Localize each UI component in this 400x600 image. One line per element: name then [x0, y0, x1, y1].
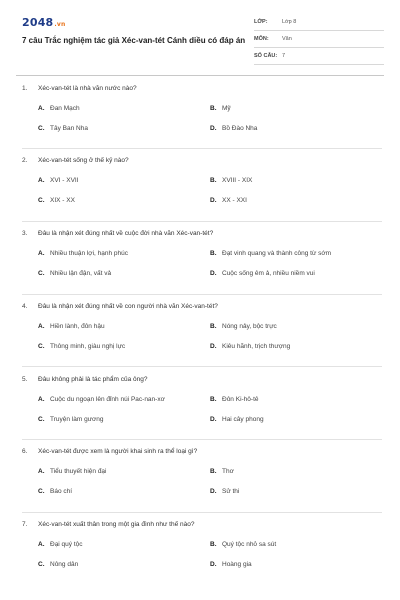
option-letter: D. [210, 488, 217, 496]
option-d[interactable] [210, 268, 382, 280]
option-text: Quý tộc nhỏ sa sút [222, 541, 277, 549]
option-text: Nhiều lận đận, vất vả [50, 270, 112, 278]
option-letter: A. [38, 250, 45, 258]
option-text: Hiền lành, đôn hậu [50, 322, 105, 330]
option-text: XVIII - XIX [222, 177, 253, 185]
question-prompt: Xéc-van-tét được xem là người khai sinh ra thể loại gì? [38, 448, 198, 456]
question-prompt: Đâu là nhận xét đúng nhất về cuộc đời nhà văn Xéc-van-tét? [38, 230, 214, 238]
question-text [22, 82, 382, 94]
option-text: Đôn Ki-hô-tê [222, 395, 259, 403]
question-text [22, 228, 382, 240]
question-item [22, 373, 382, 446]
option-b[interactable] [210, 320, 382, 332]
option-text: Thông minh, giàu nghị lực [50, 342, 126, 350]
document-title: 7 câu Trắc nghiệm tác giả Xéc-van-tét Cánh diều có đáp án [22, 36, 246, 45]
option-d[interactable] [210, 559, 382, 571]
option-d[interactable] [210, 486, 382, 498]
option-letter: D. [210, 197, 217, 205]
option-text: Đan Mạch [50, 104, 80, 112]
question-separator [22, 512, 382, 513]
option-text: Cuộc du ngoạn lên đỉnh núi Pac-nan-xơ [50, 395, 165, 403]
meta-label: MÔN: [254, 36, 269, 42]
question-item [22, 446, 382, 519]
site-logo[interactable] [22, 16, 65, 29]
option-text: Truyện làm gương [50, 415, 104, 423]
logo-main: 2048 [22, 16, 54, 29]
option-letter: D. [210, 124, 217, 132]
meta-row-question-count [254, 48, 384, 65]
question-number: 1. [22, 84, 28, 92]
option-b[interactable] [210, 175, 382, 187]
question-separator [22, 148, 382, 149]
option-letter: C. [38, 270, 45, 278]
option-b[interactable] [210, 102, 382, 114]
worksheet-page [8, 8, 392, 596]
question-number: 7. [22, 521, 28, 529]
option-letter: B. [210, 177, 217, 185]
option-a[interactable] [38, 248, 210, 260]
meta-value: 7 [282, 53, 286, 59]
meta-label: SỐ CÂU: [254, 53, 278, 59]
option-c[interactable] [38, 195, 210, 207]
question-number: 6. [22, 448, 28, 456]
answer-options [38, 102, 382, 134]
option-letter: B. [210, 468, 217, 476]
option-text: Hoàng gia [222, 561, 252, 569]
answer-options [38, 248, 382, 280]
option-letter: D. [210, 561, 217, 569]
question-separator [22, 366, 382, 367]
option-letter: A. [38, 177, 45, 185]
option-a[interactable] [38, 102, 210, 114]
question-prompt: Đâu không phải là tác phẩm của ông? [38, 375, 148, 383]
meta-info-table [254, 14, 384, 65]
question-separator [22, 221, 382, 222]
meta-value: Văn [282, 36, 292, 42]
option-text: Nông dân [50, 561, 79, 569]
option-b[interactable] [210, 539, 382, 551]
question-prompt: Xéc-van-tét sống ở thế kỷ nào? [38, 157, 129, 165]
option-text: Đại quý tộc [50, 541, 83, 549]
option-text: Nóng nảy, bộc trực [222, 322, 277, 330]
option-b[interactable] [210, 466, 382, 478]
question-item [22, 300, 382, 373]
question-prompt: Đâu là nhận xét đúng nhất về con người nhà văn Xéc-van-tét? [38, 302, 218, 310]
option-text: Báo chí [50, 488, 73, 496]
option-letter: D. [210, 270, 217, 278]
question-item [22, 519, 382, 592]
option-text: Đạt vinh quang và thành công từ sớm [222, 250, 332, 258]
answer-options [38, 175, 382, 207]
option-letter: A. [38, 395, 45, 403]
question-item [22, 155, 382, 228]
option-a[interactable] [38, 539, 210, 551]
option-text: Cuộc sống êm ả, nhiều niềm vui [222, 270, 315, 278]
option-d[interactable] [210, 122, 382, 134]
option-letter: C. [38, 561, 45, 569]
answer-options [38, 320, 382, 352]
option-letter: B. [210, 322, 217, 330]
option-letter: A. [38, 541, 45, 549]
meta-row-class [254, 14, 384, 31]
option-a[interactable] [38, 393, 210, 405]
option-letter: C. [38, 488, 45, 496]
option-letter: D. [210, 342, 217, 350]
question-prompt: Xéc-van-tét là nhà văn nước nào? [38, 84, 137, 92]
header-divider [16, 75, 384, 76]
option-letter: C. [38, 415, 45, 423]
option-letter: C. [38, 124, 45, 132]
answer-options [38, 539, 382, 571]
question-number: 3. [22, 230, 28, 238]
option-letter: A. [38, 104, 45, 112]
meta-value: Lớp 8 [282, 19, 297, 25]
logo-suffix: .vn [54, 21, 66, 28]
option-letter: B. [210, 541, 217, 549]
option-text: Bồ Đào Nha [222, 124, 258, 132]
option-b[interactable] [210, 248, 382, 260]
option-letter: B. [210, 395, 217, 403]
option-text: XVI - XVII [50, 177, 79, 185]
option-letter: B. [210, 104, 217, 112]
question-separator [22, 294, 382, 295]
option-b[interactable] [210, 393, 382, 405]
question-text [22, 519, 382, 531]
option-text: Nhiều thuận lợi, hạnh phúc [50, 250, 128, 258]
option-text: Kiêu hãnh, trịch thượng [222, 342, 291, 350]
question-separator [22, 439, 382, 440]
meta-label: LỚP: [254, 19, 268, 25]
option-c[interactable] [38, 559, 210, 571]
question-text [22, 446, 382, 458]
option-c[interactable] [38, 486, 210, 498]
answer-options [38, 393, 382, 425]
option-d[interactable] [210, 413, 382, 425]
option-text: XX - XXI [222, 197, 247, 205]
option-letter: D. [210, 415, 217, 423]
option-letter: A. [38, 468, 45, 476]
option-d[interactable] [210, 340, 382, 352]
option-a[interactable] [38, 466, 210, 478]
question-number: 4. [22, 302, 28, 310]
option-letter: C. [38, 342, 45, 350]
option-c[interactable] [38, 268, 210, 280]
question-prompt: Xéc-van-tét xuất thân trong một gia đình như thế nào? [38, 521, 195, 529]
option-a[interactable] [38, 175, 210, 187]
option-letter: C. [38, 197, 45, 205]
option-letter: A. [38, 322, 45, 330]
option-text: Tây Ban Nha [50, 124, 88, 132]
question-item [22, 82, 382, 155]
option-letter: B. [210, 250, 217, 258]
question-text [22, 300, 382, 312]
option-text: Hai cây phong [222, 415, 264, 423]
question-text [22, 373, 382, 385]
worksheet-header [8, 8, 392, 68]
option-d[interactable] [210, 195, 382, 207]
option-text: Mỹ [222, 104, 231, 112]
question-item [22, 228, 382, 301]
option-text: XIX - XX [50, 197, 75, 205]
option-a[interactable] [38, 320, 210, 332]
option-text: Thơ [222, 468, 234, 476]
question-number: 5. [22, 375, 28, 383]
option-c[interactable] [38, 340, 210, 352]
answer-options [38, 466, 382, 498]
meta-row-subject [254, 31, 384, 48]
option-text: Tiểu thuyết hiện đại [50, 468, 107, 476]
option-c[interactable] [38, 122, 210, 134]
question-number: 2. [22, 157, 28, 165]
option-c[interactable] [38, 413, 210, 425]
question-list [22, 82, 382, 592]
question-text [22, 155, 382, 167]
option-text: Sử thi [222, 488, 240, 496]
